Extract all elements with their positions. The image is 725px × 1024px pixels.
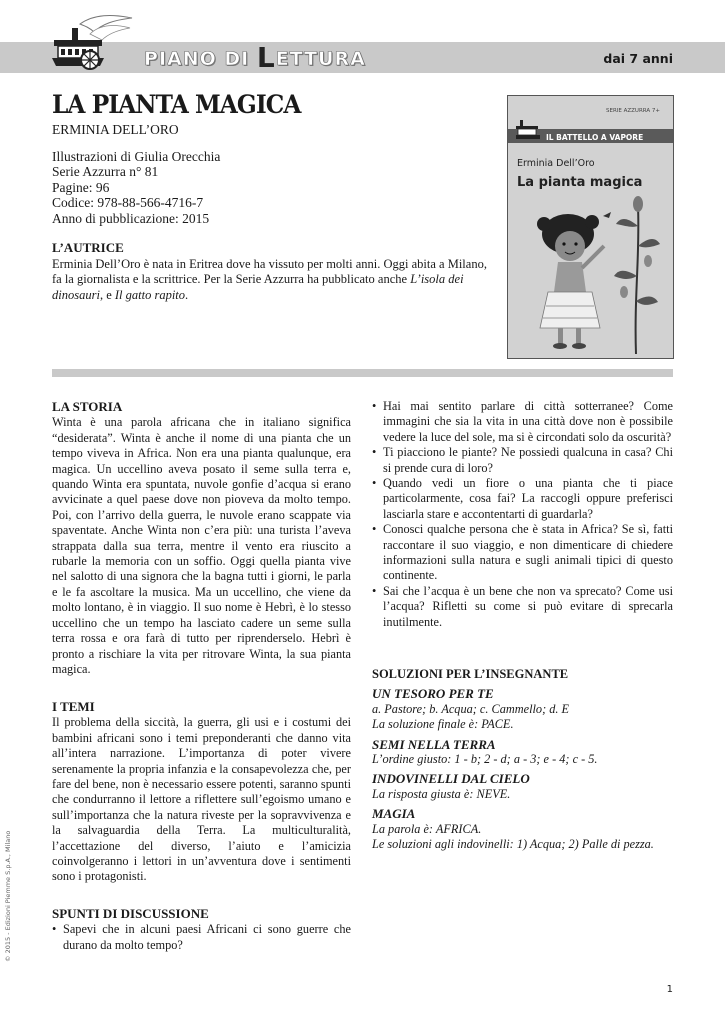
section-divider <box>52 369 673 377</box>
series-number: Serie Azzurra n° 81 <box>52 164 159 180</box>
illustrator: Illustrazioni di Giulia Orecchia <box>52 149 221 164</box>
solution-title: UN TESORO PER TE <box>372 686 494 702</box>
story-section <box>52 399 351 677</box>
steamboat-logo <box>50 10 142 74</box>
book-meta <box>52 149 220 226</box>
book-title: LA PIANTA MAGICA <box>52 90 301 119</box>
book-author: ERMINIA DELL’ORO <box>52 122 179 137</box>
publication-year: Anno di pubblicazione: 2015 <box>52 210 210 226</box>
author-heading: L’AUTRICE <box>52 240 124 255</box>
cover-banner: IL BATTELLO A VAPORE <box>546 133 644 142</box>
author-section <box>52 240 492 303</box>
solution-line: L’ordine giusto: 1 - b; 2 - d; a - 3; e - 4; c - 5. <box>372 752 598 767</box>
page-count: Pagine: 96 <box>52 179 110 195</box>
discussion-list-left <box>52 922 351 953</box>
solution-line: La risposta giusta è: NEVE. <box>372 786 511 801</box>
solutions-heading: SOLUZIONI PER L’INSEGNANTE <box>372 667 569 681</box>
solution-line: a. Pastore; b. Acqua; c. Cammello; d. E <box>372 701 570 716</box>
discussion-item: • Sapevi che in alcuni paesi Africani ci sono guerre che durano da molto tempo? <box>52 922 351 953</box>
story-text: Winta è una parola africana che in italiano significa “desiderata”. Winta è anche il nome di una pianta che un tempo viveva in Africa. Non era una pianta qualunque, era magica. Un uccellino aveva posato il seme sulla terra e, quando Winta era spuntata, nuvole gonfie d’acqua si erano avvicinate a quel paese dove non pioveva da molto tempo. Poi, con l’arrivo della guerra, le nuvole erano scappate via spaventate. Anche Winta non c’era più: una turista l’aveva strappata dalla sua terra, mentre il vento era riuscito a rubarle la memoria con un soffio. Oggi quella pianta vive nel salotto di una signora che la bagna tutti i giorni, le parla e le fa ascoltare la musica. Ma un uccellino, che viene da molto lontano, è in viaggio. Il suo nome è Hebrì, è lo stesso uccellino che un tempo ha lasciato cadere un seme sulla terra rossa e ora farà di tutto per riprenderselo. Hebrì è pronto a rischiare la vita per ritrovare Winta, la sua pianta magica. <box>52 415 351 676</box>
themes-section <box>52 699 351 885</box>
solution-title: INDOVINELLI DAL CIELO <box>372 771 530 787</box>
solution-title: MAGIA <box>372 806 416 822</box>
themes-heading: I TEMI <box>52 699 95 714</box>
age-label: dai 7 anni <box>603 51 673 66</box>
cover-title: La pianta magica <box>517 175 643 190</box>
discussion-heading: SPUNTI DI DISCUSSIONE <box>52 906 209 921</box>
cover-author: Erminia Dell’Oro <box>517 158 595 169</box>
author-bio: Erminia Dell’Oro è nata in Eritrea dove ha vissuto per molti anni. Oggi abita a Milano, fa la giornalista e la scrittrice. Per la Serie Azzurra ha pubblicato anche L’isola dei dinosauri, e Il gatto rapito. <box>52 256 487 302</box>
discussion-list-right <box>372 399 673 630</box>
discussion-item: • Quando vedi un fiore o una pianta che ti piace particolarmente, cosa fai? La raccogli oppure preferisci lasciarla stare e accontentarti di guardarla? <box>372 476 673 522</box>
book-cover <box>507 95 674 359</box>
page-number: 1 <box>666 984 673 995</box>
solution-line: La soluzione finale è: PACE. <box>372 717 514 732</box>
series-logo: PIANO DI LETTURA <box>144 41 366 74</box>
solution-line: Le soluzioni agli indovinelli: 1) Acqua; 2) Palle di pezza. <box>372 837 654 852</box>
discussion-item: • Hai mai sentito parlare di città sotterranee? Come immagini che sia la vita in una città dove non è possibile vedere la luce del sole, ma si è circondati solo da oscurità? <box>372 399 673 445</box>
story-heading: LA STORIA <box>52 399 123 414</box>
cover-series-tag: SERIE AZZURRA 7+ <box>606 108 660 114</box>
discussion-section <box>52 906 351 953</box>
cover-illustration <box>508 96 673 358</box>
discussion-item: • Ti piacciono le piante? Ne possiedi qualcuna in casa? Chi si prende cura di loro? <box>372 445 673 476</box>
themes-text: Il problema della siccità, la guerra, gli usi e i costumi dei bambini africani sono i temi preponderanti che danno vita all’intera narrazione. L’importanza di poter vivere serenamente la propria infanzia e la consapevolezza che, per fare del bene, non è necessario essere potenti, saranno spunti che condurranno il lettore a riflettere sull’egoismo umano e sull’importanza che la natura riveste per la sopravvivenza e la salvaguardia della Terra. La multiculturalità, l’accettazione del diverso, l’aiuto e l’amicizia coinvolgeranno i lettori in un’avventura dove i sentimenti sono i protagonisti. <box>52 715 351 884</box>
solutions-section <box>372 667 673 852</box>
copyright-notice: © 2015 - Edizioni Piemme S.p.A., Milano <box>4 830 12 962</box>
discussion-item: • Sai che l’acqua è un bene che non va sprecato? Come usi l’acqua? Rifletti su come si può evitare di sprecarla inutilmente. <box>372 584 673 630</box>
right-column <box>372 399 673 852</box>
discussion-item: • Conosci qualche persona che è stata in Africa? Se sì, fatti raccontare il suo viaggio, e non dimenticare di chiedere informazioni sulla natura e sugli animali tipici di questo continente. <box>372 522 673 584</box>
solution-title: SEMI NELLA TERRA <box>372 736 496 752</box>
isbn-code: Codice: 978-88-566-4716-7 <box>52 195 204 211</box>
solution-line: La parola è: AFRICA. <box>372 821 482 836</box>
